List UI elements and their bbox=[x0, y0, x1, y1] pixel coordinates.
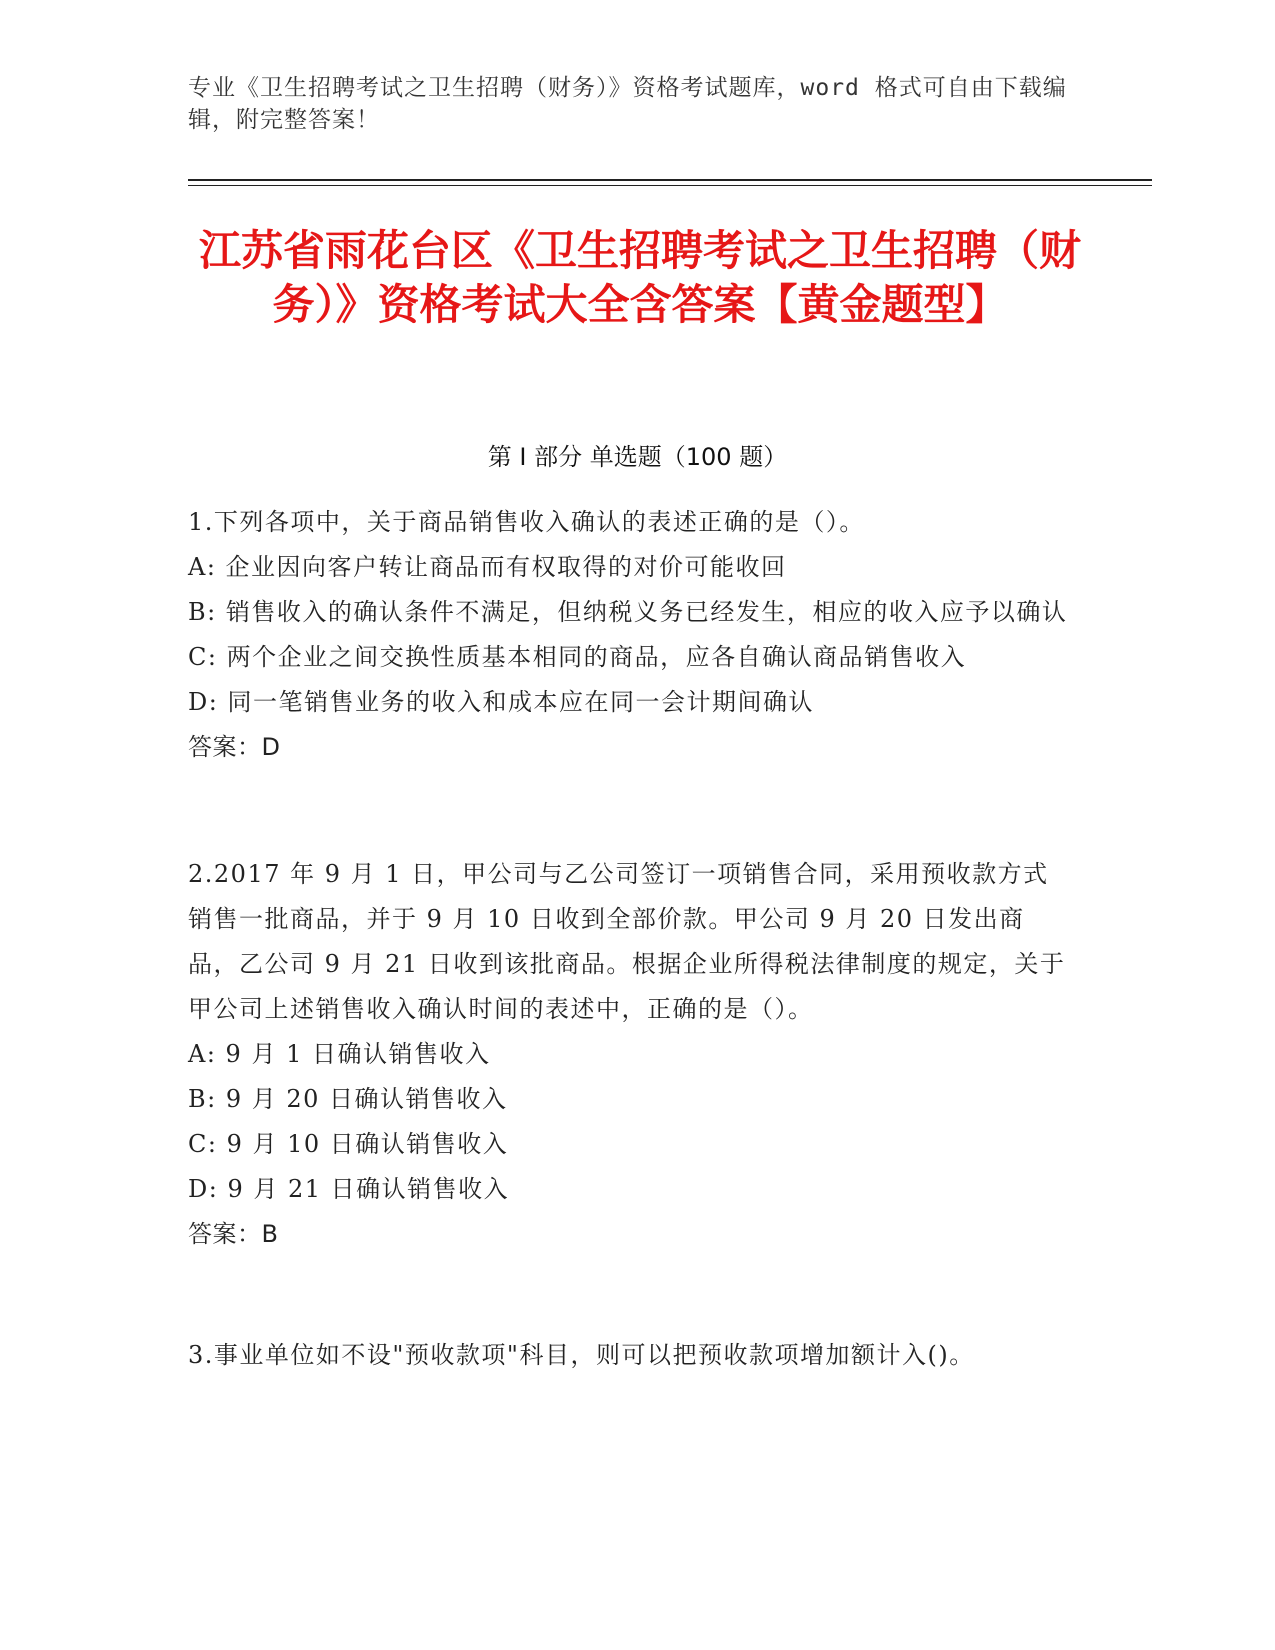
document-title: 江苏省雨花台区《卫生招聘考试之卫生招聘（财务）》资格考试大全含答案【黄金题型】 bbox=[198, 226, 1081, 329]
question-stem: 3.事业单位如不设"预收款项"科目，则可以把预收款项增加额计入()。 bbox=[188, 1341, 975, 1369]
option-d: D: 9 月 21 日确认销售收入 bbox=[188, 1175, 510, 1203]
option-a: A: 企业因向客户转让商品而有权取得的对价可能收回 bbox=[188, 553, 787, 581]
question-stem: 1.下列各项中，关于商品销售收入确认的表述正确的是（）。 bbox=[188, 508, 865, 536]
question-stem: 2.2017 年 9 月 1 日，甲公司与乙公司签订一项销售合同，采用预收款方式销售一批商品，并于 9 月 10 日收到全部价款。甲公司 9 月 20 日发出商品，乙公司 9 月 21 日收到该批商品。根据企业所得税法律制度的规定，关于甲公司上述销售收入确认时间的表述中，正确的是（）。 bbox=[188, 860, 1066, 1023]
option-d: D: 同一笔销售业务的收入和成本应在同一会计期间确认 bbox=[188, 688, 814, 716]
header-divider-thick bbox=[188, 179, 1152, 181]
option-b: B: 9 月 20 日确认销售收入 bbox=[188, 1085, 508, 1113]
question-2 bbox=[188, 852, 1068, 1257]
option-c: C: 9 月 10 日确认销售收入 bbox=[188, 1130, 509, 1158]
option-b: B: 销售收入的确认条件不满足，但纳税义务已经发生，相应的收入应予以确认 bbox=[188, 598, 1068, 626]
section-heading: 第 I 部分 单选题（100 题） bbox=[487, 443, 788, 471]
question-3 bbox=[188, 1333, 1068, 1378]
option-a: A: 9 月 1 日确认销售收入 bbox=[188, 1040, 491, 1068]
question-1 bbox=[188, 500, 1068, 770]
answer: 答案：D bbox=[188, 733, 281, 761]
option-c: C: 两个企业之间交换性质基本相同的商品，应各自确认商品销售收入 bbox=[188, 643, 967, 671]
answer: 答案：B bbox=[188, 1220, 279, 1248]
header-divider-thin bbox=[188, 185, 1152, 186]
header-note: 专业《卫生招聘考试之卫生招聘（财务）》资格考试题库，word 格式可自由下载编辑，附完整答案！ bbox=[188, 75, 1067, 133]
